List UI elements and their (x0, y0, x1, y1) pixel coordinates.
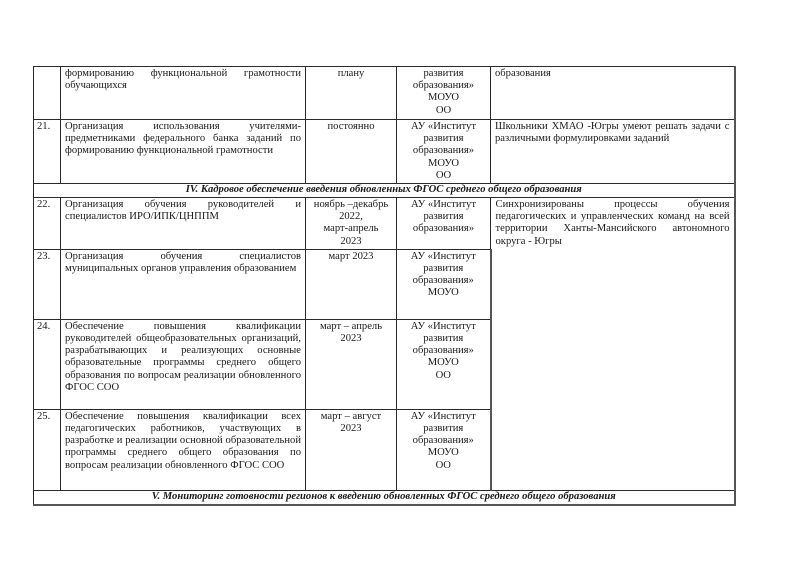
responsible-line: образования» (412, 80, 475, 92)
table-row-22 (34, 198, 735, 250)
result-cell: Школьники ХМАО -Югры умеют решать задачи с различными формулировками заданий (491, 120, 735, 184)
row-number-cell: 22. (34, 198, 61, 250)
row-number-cell: 25. (34, 409, 61, 490)
responsible-line: АУ «Институт (411, 121, 476, 132)
responsible-line: ОО (435, 459, 451, 471)
responsible-line: образования» (412, 223, 475, 235)
activity-cell: Организация использования учителями-предметниками федерального банка заданий по формированию функциональной грамотности (61, 120, 306, 184)
responsible-line: МОУО (427, 157, 460, 169)
row-number-cell (34, 67, 61, 120)
responsible-line: образования» (412, 275, 474, 287)
responsible-line: развития (423, 133, 464, 145)
responsible-line: развития (423, 333, 464, 345)
responsible-cell (397, 198, 491, 250)
deadline-cell (306, 198, 397, 250)
responsible-line: МОУО (427, 92, 460, 104)
responsible-line: МОУО (427, 287, 459, 299)
responsible-line: ОО (435, 104, 452, 116)
deadline-line: 2023 (340, 333, 362, 345)
deadline-line: 2023 (340, 423, 362, 435)
responsible-cell (397, 249, 491, 319)
deadline-cell: плану (306, 67, 397, 120)
deadline-line: март – август (320, 410, 382, 422)
shared-result-cell: Синхронизированы процессы обучения педагогических и управленческих команд на всей территории Ханты-Мансийского автономного округа - Югры (491, 198, 735, 491)
deadline-line: март – апрель (319, 320, 383, 332)
section-iv-header-row (34, 184, 735, 198)
responsible-line: МОУО (427, 357, 459, 369)
responsible-line: образования» (412, 435, 474, 447)
responsible-cell (397, 409, 491, 490)
table-row-21 (34, 120, 735, 184)
deadline-cell: постоянно (306, 120, 397, 184)
deadline-cell (306, 409, 397, 490)
activity-cell: Обеспечение повышения квалификации всех педагогических работников, участвующих в разработке и реализации основной образовательной программы среднего общего образования по вопросам реализации обновленного ФГОС СОО (61, 409, 306, 490)
responsible-line: развития (423, 423, 464, 435)
activity-cell: формированию функциональной грамотности обучающихся (61, 67, 306, 120)
responsible-line: развития (423, 211, 464, 223)
responsible-line: АУ «Институт (410, 250, 476, 262)
activity-cell: Организация обучения руководителей и специалистов ИРО/ИПК/ЦНППМ (61, 198, 306, 250)
responsible-cell (397, 67, 491, 120)
row-number-cell: 24. (34, 319, 61, 409)
responsible-line: АУ «Институт (411, 199, 476, 211)
responsible-cell (397, 319, 491, 409)
section-v-title: V. Мониторинг готовности регионов к введению обновленных ФГОС среднего общего образования (34, 490, 735, 505)
responsible-cell (397, 120, 491, 184)
responsible-line: АУ «Институт (410, 320, 476, 332)
responsible-line: образования» (412, 345, 474, 357)
table-row-continued (34, 67, 735, 120)
responsible-line: МОУО (427, 447, 459, 459)
deadline-line: 2023 (340, 235, 362, 247)
result-cell: образования (491, 67, 735, 120)
responsible-line: АУ «Институт (410, 410, 476, 422)
responsible-line: ОО (435, 169, 452, 181)
section-v-header-row (34, 490, 735, 505)
activity-cell: Обеспечение повышения квалификации руководителей общеобразовательных организаций, разрабатывающих и реализующих основные образовательные программы среднего общего образования по вопросам реализации обновленного ФГОС СОО (61, 319, 306, 409)
deadline-line: март-апрель (323, 223, 379, 235)
deadline-cell (306, 319, 397, 409)
section-iv-title: IV. Кадровое обеспечение введения обновленных ФГОС среднего общего образования (34, 184, 735, 198)
responsible-line: ОО (435, 369, 451, 381)
responsible-line: развития (423, 263, 464, 275)
row-number-cell: 23. (34, 249, 61, 319)
deadline-line: ноябрь –декабрь (313, 199, 389, 211)
plan-table (33, 66, 736, 506)
activity-cell: Организация обучения специалистов муниципальных органов управления образованием (61, 249, 306, 319)
responsible-line: образования» (412, 145, 475, 157)
deadline-line: 2022, (339, 211, 363, 223)
deadline-cell: март 2023 (306, 249, 397, 319)
responsible-line: развития (423, 68, 464, 79)
row-number-cell: 21. (34, 120, 61, 184)
